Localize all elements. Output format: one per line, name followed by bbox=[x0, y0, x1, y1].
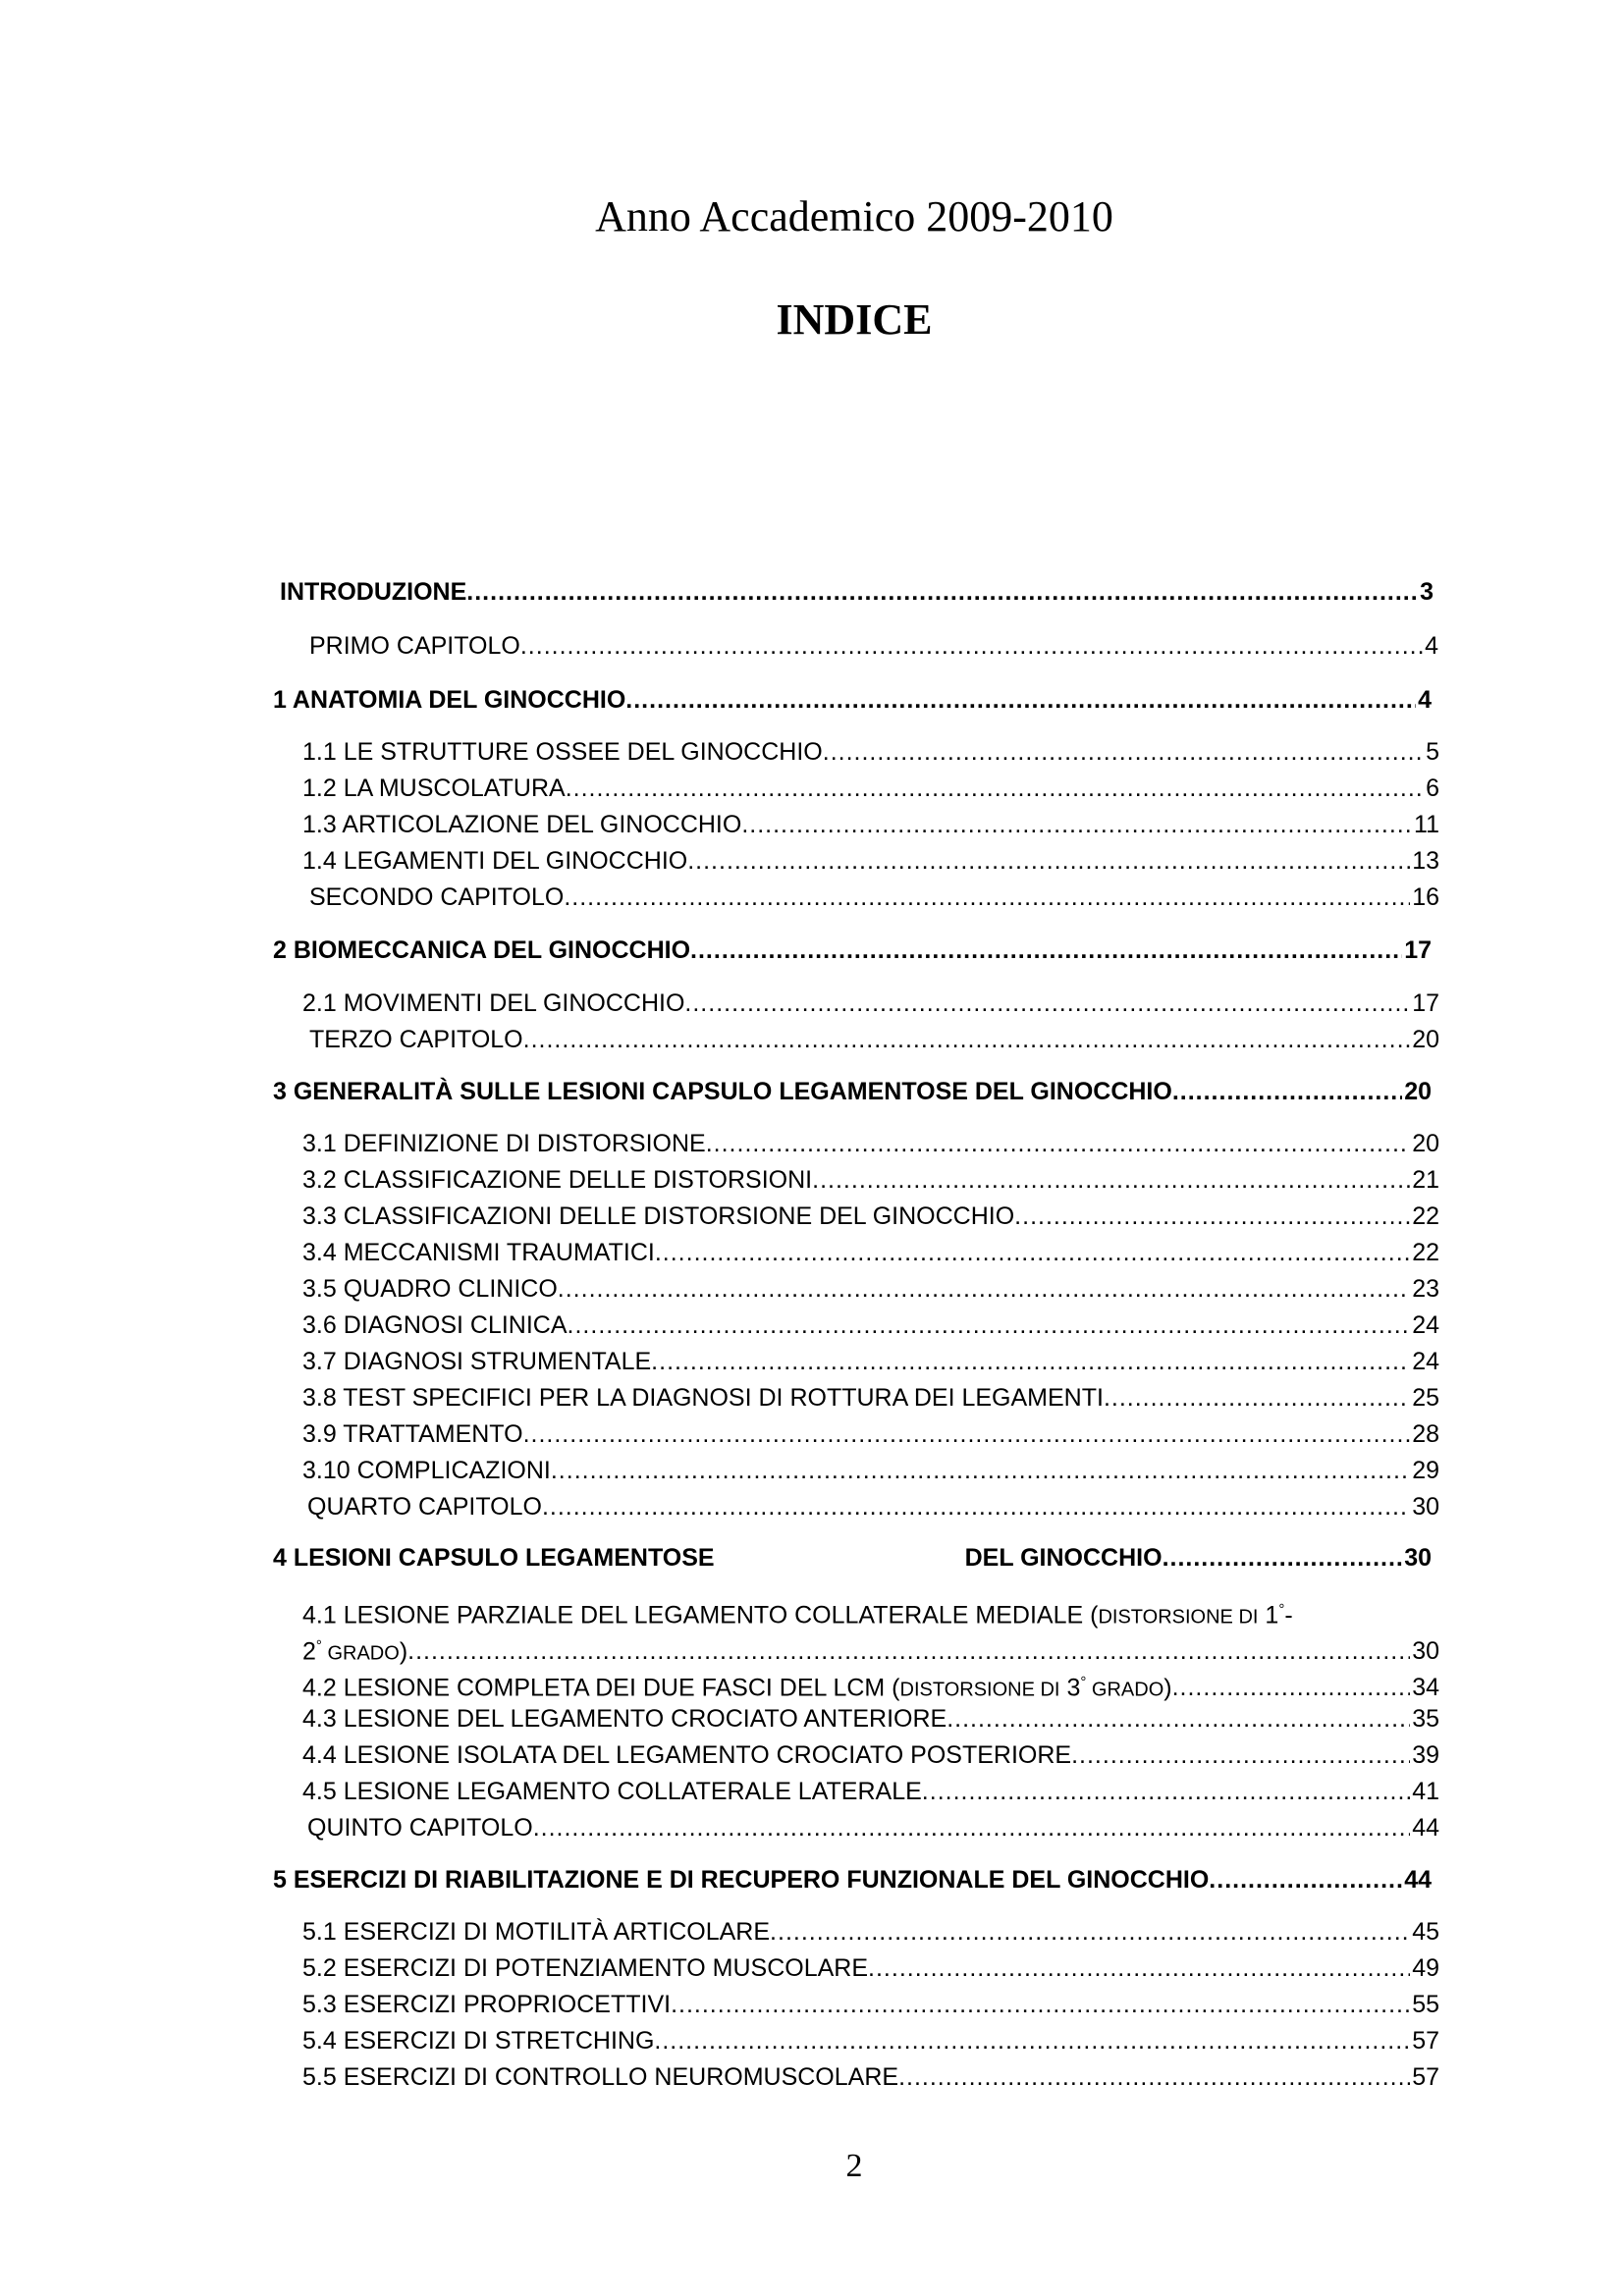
toc-page: 5 bbox=[1426, 738, 1439, 766]
toc-page: 3 bbox=[1420, 578, 1434, 606]
toc-page: 35 bbox=[1412, 1705, 1439, 1733]
toc-entry-3-10[interactable] bbox=[302, 1456, 1439, 1485]
toc-label-continued: DEL GINOCCHIO bbox=[964, 1544, 1163, 1572]
toc-label: INTRODUZIONE bbox=[280, 578, 467, 606]
toc-entry-quarto-capitolo[interactable] bbox=[307, 1492, 1439, 1522]
toc-page: 4 bbox=[1425, 632, 1438, 660]
toc-page: 30 bbox=[1404, 1544, 1432, 1572]
toc-label: 4.4 LESIONE ISOLATA DEL LEGAMENTO CROCIATO POSTERIORE bbox=[302, 1741, 1072, 1769]
toc-page: 49 bbox=[1412, 1954, 1439, 1982]
toc-label: 4.5 LESIONE LEGAMENTO COLLATERALE LATERALE bbox=[302, 1778, 922, 1805]
toc-label: 4.3 LESIONE DEL LEGAMENTO CROCIATO ANTERIORE bbox=[302, 1705, 947, 1733]
toc-entry-chapter-5[interactable] bbox=[273, 1865, 1432, 1895]
toc-label: TERZO CAPITOLO bbox=[309, 1026, 523, 1053]
toc-label: 1.4 LEGAMENTI DEL GINOCCHIO bbox=[302, 847, 688, 875]
toc-label: 3.3 CLASSIFICAZIONI DELLE DISTORSIONE DEL GINOCCHIO bbox=[302, 1202, 1015, 1230]
page-number: 2 bbox=[845, 2148, 863, 2184]
toc-entry-chapter-1[interactable] bbox=[273, 685, 1432, 715]
toc-page: 21 bbox=[1412, 1166, 1439, 1194]
toc-entry-1-3[interactable] bbox=[302, 810, 1439, 839]
toc-entry-3-6[interactable] bbox=[302, 1310, 1439, 1340]
toc-label: 5.5 ESERCIZI DI CONTROLLO NEUROMUSCOLARE bbox=[302, 2063, 899, 2091]
toc-entry-3-8[interactable] bbox=[302, 1383, 1439, 1413]
toc-page: 57 bbox=[1412, 2027, 1439, 2055]
toc-entry-introduzione[interactable] bbox=[280, 577, 1434, 607]
toc-label: 3.1 DEFINIZIONE DI DISTORSIONE bbox=[302, 1130, 706, 1157]
toc-entry-3-3[interactable] bbox=[302, 1201, 1439, 1231]
toc-page: 25 bbox=[1412, 1384, 1439, 1412]
toc-entry-3-9[interactable] bbox=[302, 1419, 1439, 1449]
toc-entry-4-4[interactable] bbox=[302, 1740, 1439, 1770]
toc-label: 3.10 COMPLICAZIONI bbox=[302, 1457, 551, 1484]
toc-label: 1.3 ARTICOLAZIONE DEL GINOCCHIO bbox=[302, 811, 742, 838]
toc-label: 5.1 ESERCIZI DI MOTILITÀ ARTICOLARE bbox=[302, 1918, 771, 1946]
toc-entry-5-3[interactable] bbox=[302, 1990, 1439, 2019]
page-title: INDICE bbox=[776, 295, 933, 344]
toc-page: 55 bbox=[1412, 1991, 1439, 2018]
toc-label: 5.3 ESERCIZI PROPRIOCETTIVI bbox=[302, 1991, 672, 2018]
toc-page: 24 bbox=[1412, 1348, 1439, 1375]
toc-label: 5.4 ESERCIZI DI STRETCHING bbox=[302, 2027, 655, 2055]
toc-page: 17 bbox=[1412, 989, 1439, 1017]
toc-page: 44 bbox=[1412, 1814, 1439, 1842]
toc-label: 1.2 LA MUSCOLATURA bbox=[302, 774, 566, 802]
toc-page: 17 bbox=[1404, 936, 1432, 964]
toc-page: 16 bbox=[1412, 883, 1439, 911]
toc-entry-1-2[interactable] bbox=[302, 774, 1439, 803]
toc-entry-primo-capitolo[interactable] bbox=[309, 631, 1438, 661]
toc-label: 1.1 LE STRUTTURE OSSEE DEL GINOCCHIO bbox=[302, 738, 823, 766]
toc-page: 6 bbox=[1426, 774, 1439, 802]
toc-entry-terzo-capitolo[interactable] bbox=[309, 1025, 1439, 1054]
toc-entry-chapter-4[interactable] bbox=[273, 1543, 1432, 1573]
toc-entry-secondo-capitolo[interactable] bbox=[309, 882, 1439, 912]
toc-page: 30 bbox=[1412, 1493, 1439, 1521]
toc-entry-5-4[interactable] bbox=[302, 2026, 1439, 2056]
toc-entry-5-5[interactable] bbox=[302, 2062, 1439, 2092]
toc-label: SECONDO CAPITOLO bbox=[309, 883, 565, 911]
toc-page: 29 bbox=[1412, 1457, 1439, 1484]
toc-entry-3-5[interactable] bbox=[302, 1274, 1439, 1304]
toc-entry-5-1[interactable] bbox=[302, 1917, 1439, 1947]
toc-label: 2.1 MOVIMENTI DEL GINOCCHIO bbox=[302, 989, 685, 1017]
toc-page: 28 bbox=[1412, 1420, 1439, 1448]
toc-entry-chapter-2[interactable] bbox=[273, 935, 1432, 965]
toc-page: 44 bbox=[1404, 1866, 1432, 1894]
toc-label: 5 ESERCIZI DI RIABILITAZIONE E DI RECUPERO FUNZIONALE DEL GINOCCHIO bbox=[273, 1866, 1210, 1894]
toc-label: 4.2 LESIONE COMPLETA DEI DUE FASCI DEL LCM ( bbox=[302, 1674, 900, 1702]
toc-label: 3.2 CLASSIFICAZIONE DELLE DISTORSIONI bbox=[302, 1166, 813, 1194]
toc-page: 34 bbox=[1412, 1674, 1439, 1702]
toc-label: 5.2 ESERCIZI DI POTENZIAMENTO MUSCOLARE bbox=[302, 1954, 869, 1982]
toc-entry-3-2[interactable] bbox=[302, 1165, 1439, 1195]
toc-label: 3.8 TEST SPECIFICI PER LA DIAGNOSI DI ROTTURA DEI LEGAMENTI bbox=[302, 1384, 1104, 1412]
toc-page: 22 bbox=[1412, 1239, 1439, 1266]
toc-label: QUARTO CAPITOLO bbox=[307, 1493, 542, 1521]
toc-label: 3.6 DIAGNOSI CLINICA bbox=[302, 1311, 568, 1339]
toc-label: QUINTO CAPITOLO bbox=[307, 1814, 533, 1842]
toc-label: 3.5 QUADRO CLINICO bbox=[302, 1275, 558, 1303]
academic-year: Anno Accademico 2009-2010 bbox=[595, 192, 1113, 240]
toc-label: 3.9 TRATTAMENTO bbox=[302, 1420, 523, 1448]
toc-entry-4-1-line2[interactable]: 2° GRADO) ..... 30 bbox=[302, 1631, 1439, 1668]
toc-entry-3-4[interactable] bbox=[302, 1238, 1439, 1267]
toc-entry-4-1-line1[interactable]: 4.1 LESIONE PARZIALE DEL LEGAMENTO COLLATERALE MEDIALE (DISTORSIONE DI 1°- bbox=[302, 1601, 1293, 1629]
toc-page: 20 bbox=[1412, 1130, 1439, 1157]
toc-entry-5-2[interactable] bbox=[302, 1953, 1439, 1983]
toc-entry-3-7[interactable] bbox=[302, 1347, 1439, 1376]
toc-label: 3 GENERALITÀ SULLE LESIONI CAPSULO LEGAMENTOSE DEL GINOCCHIO bbox=[273, 1078, 1172, 1105]
toc-label: 1 ANATOMIA DEL GINOCCHIO bbox=[273, 686, 626, 714]
toc-label: 4 LESIONI CAPSULO LEGAMENTOSE bbox=[273, 1544, 715, 1572]
toc-entry-4-2[interactable]: 4.2 LESIONE COMPLETA DEI DUE FASCI DEL LCM (DISTORSIONE DI 3° GRADO) ..... 34 bbox=[302, 1668, 1439, 1704]
toc-entry-2-1[interactable] bbox=[302, 988, 1439, 1018]
toc-label: 4.1 LESIONE PARZIALE DEL LEGAMENTO COLLATERALE MEDIALE ( bbox=[302, 1601, 1099, 1629]
toc-page: 30 bbox=[1412, 1637, 1439, 1666]
toc-page: 4 bbox=[1418, 686, 1432, 714]
toc-label-small: DISTORSIONE DI bbox=[1098, 1606, 1259, 1629]
toc-label: 3.4 MECCANISMI TRAUMATICI bbox=[302, 1239, 655, 1266]
toc-page: 13 bbox=[1412, 847, 1439, 875]
toc-entry-3-1[interactable] bbox=[302, 1129, 1439, 1158]
toc-page: 45 bbox=[1412, 1918, 1439, 1946]
toc-page: 23 bbox=[1412, 1275, 1439, 1303]
toc-entry-1-4[interactable] bbox=[302, 846, 1439, 876]
toc-page: 20 bbox=[1404, 1078, 1432, 1105]
toc-page: 41 bbox=[1412, 1778, 1439, 1805]
toc-page: 57 bbox=[1412, 2063, 1439, 2091]
toc-entry-4-5[interactable] bbox=[302, 1777, 1439, 1806]
toc-label: PRIMO CAPITOLO bbox=[309, 632, 520, 660]
toc-label: 2 BIOMECCANICA DEL GINOCCHIO bbox=[273, 936, 691, 964]
toc-page: 39 bbox=[1412, 1741, 1439, 1769]
toc-label: 3.7 DIAGNOSI STRUMENTALE bbox=[302, 1348, 652, 1375]
toc-entry-4-3[interactable] bbox=[302, 1704, 1439, 1734]
toc-entry-chapter-3[interactable] bbox=[273, 1077, 1432, 1106]
toc-page: 20 bbox=[1412, 1026, 1439, 1053]
toc-page: 22 bbox=[1412, 1202, 1439, 1230]
toc-entry-1-1[interactable] bbox=[302, 737, 1439, 767]
toc-page: 11 bbox=[1414, 811, 1439, 838]
toc-entry-quinto-capitolo[interactable] bbox=[307, 1813, 1439, 1842]
toc-page: 24 bbox=[1412, 1311, 1439, 1339]
